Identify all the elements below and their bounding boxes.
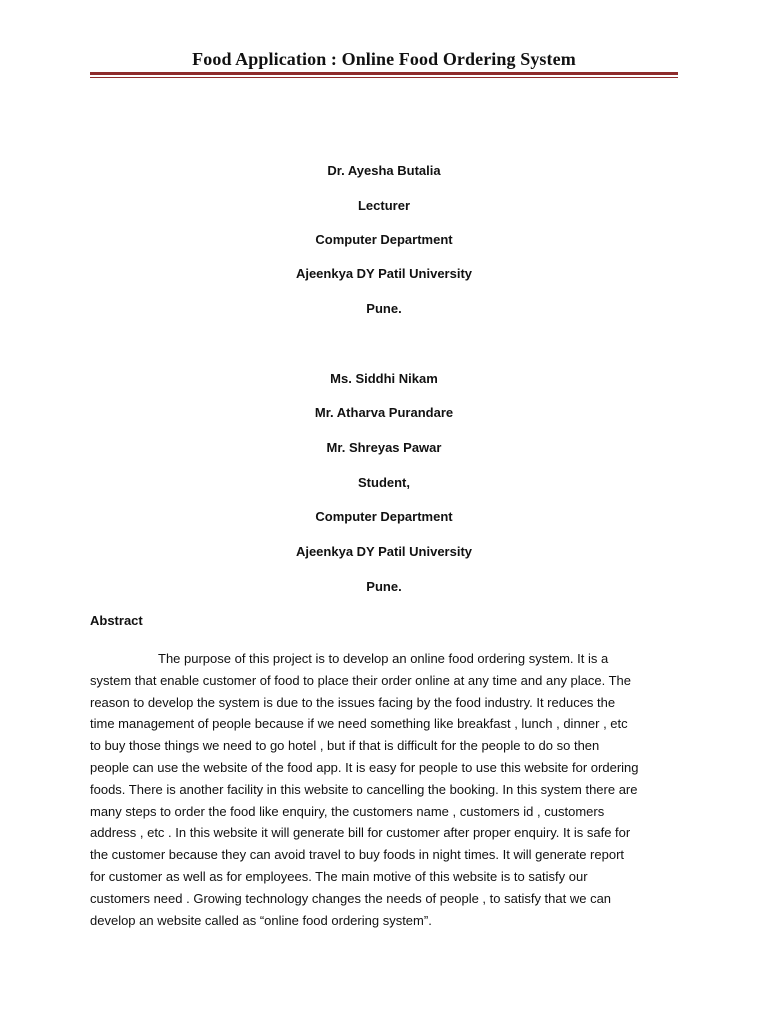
student-designation: Student, [358, 475, 410, 490]
abstract-body [90, 648, 684, 931]
title-underline-thin [90, 77, 678, 78]
student-name-1: Ms. Siddhi Nikam [330, 371, 438, 386]
student-name-2: Mr. Atharva Purandare [314, 405, 454, 420]
paper-title: Food Application : Online Food Ordering System [192, 49, 576, 69]
abstract-line: reason to develop the system is due to the issues facing by the food industry. It reduces the [90, 694, 616, 710]
abstract-heading: Abstract [90, 613, 143, 628]
abstract-line: for customer as well as for employees. The main motive of this website is to satisfy our [90, 868, 588, 884]
author-university: Ajeenkya DY Patil University [295, 266, 473, 281]
student-name-3: Mr. Shreyas Pawar [326, 440, 442, 455]
author-department: Computer Department [315, 232, 453, 247]
abstract-line: The purpose of this project is to develop an online food ordering system. It is a [158, 651, 609, 666]
abstract-line: many steps to order the food like enquiry, the customers name , customers id , customers [90, 803, 605, 819]
abstract-line: the customer because they can avoid travel to buy foods in night times. It will generate report [90, 847, 625, 863]
abstract-line: people can use the website of the food app. It is easy for people to use this website for ordering [90, 759, 639, 775]
abstract-line: system that enable customer of food to place their order online at any time and any place. The [90, 672, 632, 688]
author-city: Pune. [366, 301, 402, 316]
student-university: Ajeenkya DY Patil University [295, 544, 473, 559]
abstract-line: develop an website called as “online food ordering system”. [90, 912, 432, 928]
abstract-line: foods. There is another facility in this website to cancelling the booking. In this system there are [90, 781, 638, 797]
abstract-line: to buy those things we need to go hotel , but if that is difficult for the people to do so then [90, 738, 600, 754]
title-underline-thick [90, 72, 678, 75]
student-department: Computer Department [315, 509, 453, 524]
abstract-line: address , etc . In this website it will generate bill for customer after proper enquiry. It is safe for [90, 825, 631, 841]
student-city: Pune. [366, 579, 402, 594]
abstract-line: time management of people because if we need something like breakfast , lunch , dinner , etc [90, 716, 628, 732]
author-designation: Lecturer [357, 198, 411, 213]
abstract-line: customers need . Growing technology changes the needs of people , to satisfy that we can [90, 890, 612, 906]
author-name: Dr. Ayesha Butalia [327, 163, 441, 178]
